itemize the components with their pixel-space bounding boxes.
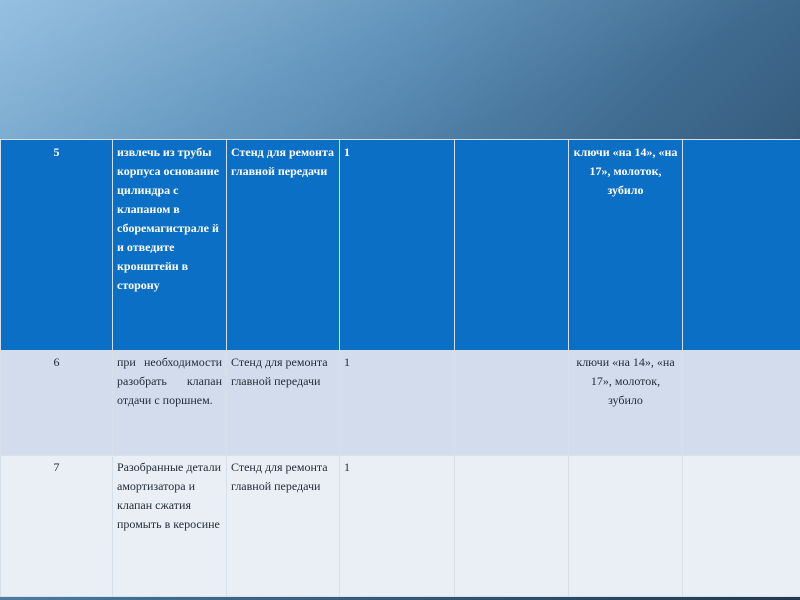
cell-count: 1: [340, 456, 455, 597]
cell-operation: извлечь из трубы корпуса основание цилиндра с клапаном в сборемагистрале й и отведите кронштейн в сторону: [113, 140, 227, 351]
cell-empty: [455, 351, 569, 456]
cell-empty: [683, 351, 800, 456]
cell-step-number: 5: [1, 140, 113, 351]
cell-operation: Разобранные детали амортизатора и клапан сжатия промыть в керосине: [113, 456, 227, 597]
cell-empty: [683, 140, 800, 351]
table-row: [1, 140, 800, 351]
cell-equipment: Стенд для ремонта главной передачи: [227, 456, 340, 597]
cell-operation: при необходимости разобрать клапан отдачи с поршнем.: [113, 351, 227, 456]
table-row: [1, 351, 800, 456]
cell-equipment: Стенд для ремонта главной передачи: [227, 351, 340, 456]
cell-empty: [455, 456, 569, 597]
cell-equipment: Стенд для ремонта главной передачи: [227, 140, 340, 351]
cell-count: 1: [340, 140, 455, 351]
slide-background-sheen: [0, 0, 800, 140]
cell-tools: ключи «на 14», «на 17», молоток, зубило: [569, 351, 683, 456]
cell-empty: [683, 456, 800, 597]
cell-step-number: 7: [1, 456, 113, 597]
cell-tools: ключи «на 14», «на 17», молоток, зубило: [569, 140, 683, 351]
cell-empty: [455, 140, 569, 351]
operations-table: [0, 139, 800, 597]
cell-tools: [569, 456, 683, 597]
table-row: [1, 456, 800, 597]
cell-count: 1: [340, 351, 455, 456]
cell-step-number: 6: [1, 351, 113, 456]
